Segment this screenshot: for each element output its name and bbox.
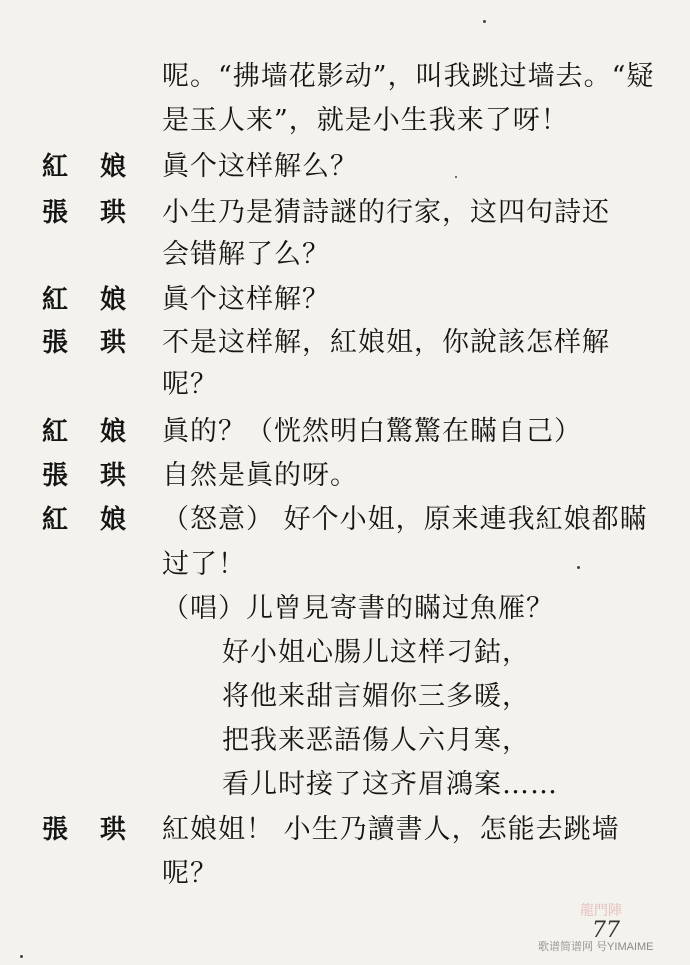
text-line: 眞的？（恍然明白驚驚在瞞自己） bbox=[162, 416, 582, 447]
speaker-name: 娘 bbox=[100, 152, 127, 182]
speaker-name: 娘 bbox=[100, 285, 127, 315]
speaker-name: 珙 bbox=[100, 198, 127, 228]
song-line: （唱）儿曾見寄書的瞞过魚雁？ bbox=[162, 593, 554, 624]
watermark bbox=[538, 938, 654, 954]
watermark-site: 歌谱简谱网 bbox=[538, 941, 593, 953]
speaker-name: 張 bbox=[42, 198, 69, 228]
song-line: 看儿时接了这齐眉鴻案…… bbox=[222, 769, 558, 800]
paper-speck bbox=[20, 955, 23, 958]
speaker-name: 紅 bbox=[42, 505, 69, 535]
speaker-name: 娘 bbox=[100, 417, 127, 447]
text-line: 眞个这样解？ bbox=[162, 284, 330, 315]
speaker-name: 張 bbox=[42, 328, 69, 358]
song-line: 将他来甜言媚你三多暖， bbox=[222, 681, 530, 712]
text-line: 眞个这样解么？ bbox=[162, 151, 358, 182]
paper-speck bbox=[455, 176, 457, 178]
text-line: 会错解了么？ bbox=[162, 239, 330, 270]
text-line: 紅娘姐！ 小生乃讀書人，怎能去跳墙 bbox=[162, 814, 620, 845]
paper-speck bbox=[577, 566, 580, 569]
song-line: 把我来恶語傷人六月寒， bbox=[222, 725, 530, 756]
text-line: 过了！ bbox=[162, 549, 246, 580]
speaker-name: 珙 bbox=[100, 815, 127, 845]
text-line: （怒意） 好个小姐，原来連我紅娘都瞞 bbox=[162, 504, 648, 535]
text-line: 不是这样解，紅娘姐，你說該怎样解 bbox=[162, 327, 610, 358]
paper-speck bbox=[483, 20, 486, 23]
speaker-name: 珙 bbox=[100, 461, 127, 491]
speaker-name: 紅 bbox=[42, 417, 69, 447]
speaker-name: 紅 bbox=[42, 285, 69, 315]
watermark-code: 号YIMAIME bbox=[596, 941, 654, 953]
text-line: 自然是眞的呀。 bbox=[162, 460, 358, 491]
speaker-name: 娘 bbox=[100, 505, 127, 535]
text-line: 呢？ bbox=[162, 369, 218, 400]
text-line: 呢。“拂墙花影动”，叫我跳过墙去。“疑 bbox=[162, 61, 655, 92]
speaker-name: 張 bbox=[42, 461, 69, 491]
text-line: 是玉人来”，就是小生我来了呀！ bbox=[162, 105, 569, 136]
text-line: 小生乃是猜詩謎的行家，这四句詩还 bbox=[162, 197, 610, 228]
watermark-mark: 龍門陣 bbox=[580, 902, 622, 918]
speaker-name: 珙 bbox=[100, 328, 127, 358]
speaker-name: 紅 bbox=[42, 152, 69, 182]
speaker-name: 張 bbox=[42, 815, 69, 845]
page-number: 77 bbox=[592, 918, 620, 943]
text-line: 呢？ bbox=[162, 858, 218, 889]
song-line: 好小姐心腸儿这样刁鈷， bbox=[222, 637, 530, 668]
